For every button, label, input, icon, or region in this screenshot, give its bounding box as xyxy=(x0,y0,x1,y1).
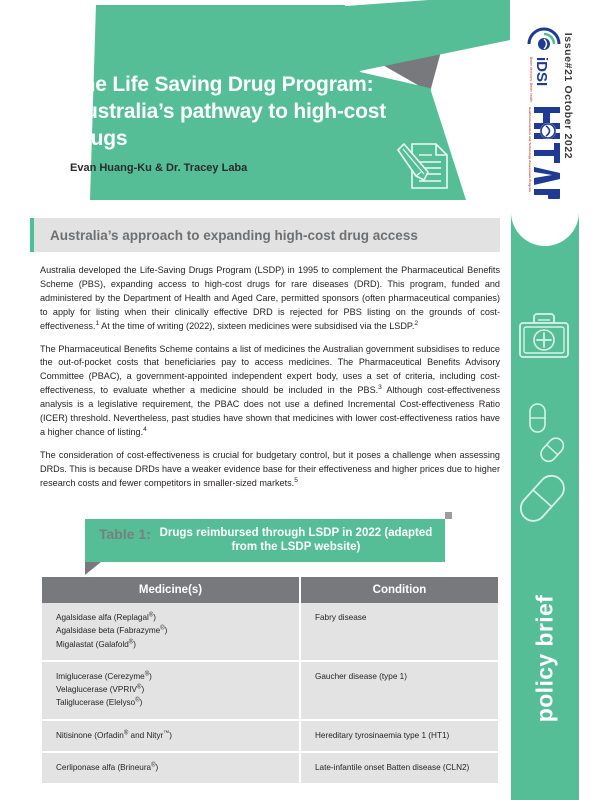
paragraph-2: The Pharmaceutical Benefits Scheme contains a list of medicines the Australian government subsidises to reduce the out-of-pocket costs that beneficiaries pay to access medicines. The Pharmaceutical Benefits Advisory Committee (PBAC), a government-appointed independent expert body, uses a set of criteria, including cost-effectiveness, to evaluate whether a medicine should be included in the PBS.$^3$ Although cost-effectiveness analysis is a legislative requirement, the PBAC does not use a defined Incremental Cost-effectiveness Ratio (ICER) threshold. Nevertheless, past studies have shown that medicines with lower cost-effectiveness ratios have a higher chance of listing.$^4$ xyxy=(40,343,500,437)
table-row xyxy=(42,603,498,661)
table-row xyxy=(42,661,498,720)
sidebar-policy-brief-label: policy brief xyxy=(531,594,558,723)
svg-text:Better decisions. Better healt: Better decisions. Better health. xyxy=(529,57,533,104)
caption-corner-shadow xyxy=(445,512,452,519)
section-heading-box xyxy=(34,218,500,252)
caption-tail xyxy=(85,562,101,575)
page-title: The Life Saving Drug Program: Australia’s pathway to high-cost drugs xyxy=(70,73,387,150)
column-header-medicines: Medicine(s) xyxy=(42,577,300,603)
table-caption-text: Drugs reimbursed through LSDP in 2022 (adapted from the LSDP website) xyxy=(159,527,433,554)
table-caption xyxy=(85,519,445,562)
cell-medicines: Imiglucerase (Cerezyme®) Velaglucerase (VPRIV®) Taliglucerase (Elelyso®) xyxy=(42,661,300,720)
table-row xyxy=(42,720,498,752)
table-caption-label: Table 1: xyxy=(99,526,151,542)
pills-icon xyxy=(512,400,576,530)
sidebar-top-notch xyxy=(511,212,579,246)
section-heading-text: Australia’s approach to expanding high-cost drug access xyxy=(50,227,418,243)
paragraph-1: Australia developed the Life-Saving Drugs Program (LSDP) in 1995 to complement the Pharmaceutical Benefits Scheme (PBS), expanding access to high-cost drugs for rare diseases (DRD). This program, funded and administered by the Department of Health and Aged Care, permitted sponsors (often pharmaceutical companies) to apply for listing when their clinically effective DRD is rejected for PBS listing on the grounds of cost-effectiveness.$^1$ At the time of writing (2022), sixteen medicines were subsidised via the LSDP.$^2$ xyxy=(40,265,500,331)
cell-condition: Late-infantile onset Batten disease (CLN2) xyxy=(300,752,498,784)
section-heading xyxy=(30,218,500,252)
authors-line: Evan Huang-Ku & Dr. Tracey Laba xyxy=(70,162,248,174)
cell-condition: Gaucher disease (type 1) xyxy=(300,661,498,720)
cell-medicines: Agalsidase alfa (Replagal®) Agalsidase beta (Fabrazyme®) Migalastat (Galafold®) xyxy=(42,603,300,661)
svg-text:iDSI: iDSI xyxy=(533,57,550,87)
body-text-column xyxy=(40,264,500,500)
idsi-logo xyxy=(527,25,561,105)
column-header-condition: Condition xyxy=(300,577,498,603)
lsdp-drugs-table xyxy=(42,577,498,785)
table-header-row xyxy=(42,577,498,603)
cell-condition: Hereditary tyrosinaemia type 1 (HT1) xyxy=(300,720,498,752)
header-banner xyxy=(0,0,510,210)
table-caption-box xyxy=(85,519,445,562)
paragraph-3: The consideration of cost-effectiveness is crucial for budgetary control, but it poses a challenge when assessing DRDs. This is because DRDs have a weaker evidence base for their effectiveness and higher prices due to higher research costs and fewer competitors in smaller-sized markets.$^5$ xyxy=(40,449,500,488)
document-pencil-icon xyxy=(392,136,452,194)
issue-date-label: Issue#21 October 2022 xyxy=(562,32,574,160)
cell-medicines: Nitisinone (Orfadin® and Nityr™) xyxy=(42,720,300,752)
medical-kit-icon xyxy=(512,305,576,367)
hitap-logo xyxy=(528,107,564,199)
cell-medicines: Cerliponase alfa (Brineura®) xyxy=(42,752,300,784)
svg-text:Health Intervention and Techno: Health Intervention and Technology Assessment Program xyxy=(528,107,532,192)
cell-condition: Fabry disease xyxy=(300,603,498,661)
table-row xyxy=(42,752,498,784)
